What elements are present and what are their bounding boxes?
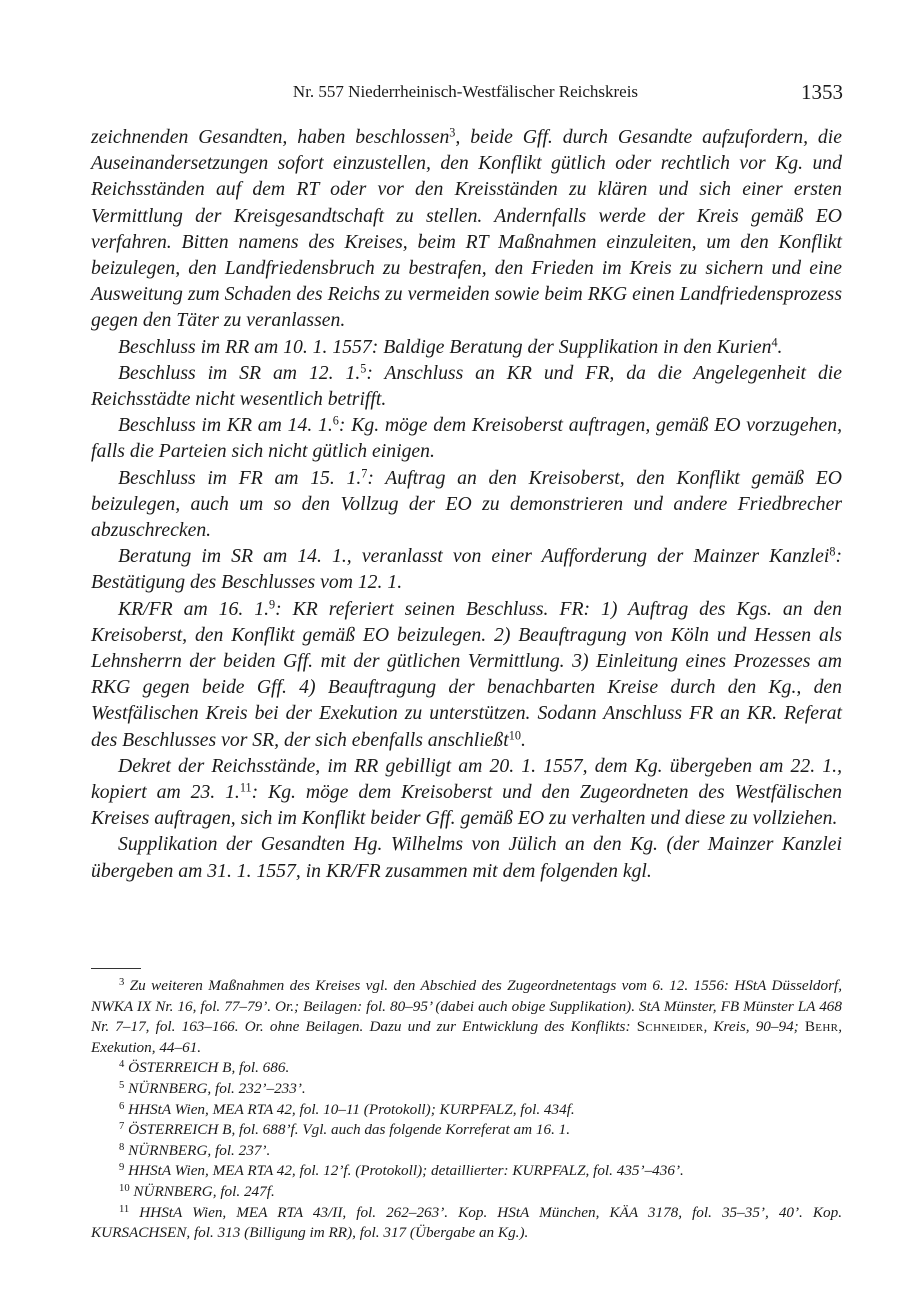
text: : Kg. möge dem Kreisoberst und den Zugeordneten des Westfälischen Kreises auftragen, sich im Konflikt beider Gff. gemäß EO zu verhalten und diese zu vollziehen. <box>91 781 842 830</box>
footnote-text: ÖSTERREICH B, fol. 688’f. Vgl. auch das folgende Korreferat am 16. 1. <box>128 1121 571 1139</box>
text: : Anschluss an KR und FR, da die Angelegenheit die Reichsstädte nicht wesentlich betrifft. <box>91 361 842 411</box>
running-head <box>88 80 843 106</box>
main-text <box>91 124 842 884</box>
text: , beide Gff. durch Gesandte aufzufordern, die Auseinandersetzungen sofort einzustellen, den Konflikt gütlich oder rechtlich vor Kg. und Reichsständen auf dem RT oder vor den Kreisständen zu klären und sich einer ersten Vermittlung der Kreisgesandtschaft zu stellen. Andernfalls werde der Kreis gemäß EO verfahren. Bitten namens des Kreises, beim RT Maßnahmen einzuleiten, um den Konflikt beizulegen, den Landfriedensbruch zu bestrafen, den Frieden im Kreis zu sichern und eine Ausweitung zum Schaden des Reichs zu vermeiden sowie beim RKG einen Landfriedensprozess gegen den Täter zu veranlassen. <box>91 126 842 332</box>
footnote-number: 3 <box>119 977 125 989</box>
footnote-number: 11 <box>119 1203 130 1215</box>
footnote <box>91 1079 842 1100</box>
paragraph <box>91 753 842 832</box>
footnote-text: NÜRNBERG, fol. 247f. <box>133 1182 275 1200</box>
footnote-ref[interactable]: 5 <box>360 361 367 376</box>
text: : Auftrag an den Kreisoberst, den Konflikt gemäß EO beizulegen, auch um so den Vollzug der EO zu demonstrieren und andere Friedbrecher abzuschrecken. <box>91 466 843 542</box>
footnote-ref[interactable]: 11 <box>239 780 252 795</box>
footnote <box>91 1182 842 1203</box>
text: : KR referiert seinen Beschluss. FR: 1) Auftrag des Kgs. an den Kreisoberst, den Konflikt gemäß EO beizulegen. 2) Beauftragung von Köln und Hessen als Lehnsherrn der beiden Gff. mit der gütlichen Vermittlung. 3) Einleitung eines Prozesses am RKG gegen beide Gff. 4) Beauftragung der benachbarten Kreise durch den Kg., den Westfälischen Kreis bei der Exekution zu unterstützen. Sodann Anschluss FR an KR. Referat des Beschlusses vor SR, der sich ebenfalls anschließt <box>91 597 842 751</box>
footnote-text: NÜRNBERG, fol. 232’–233’. <box>128 1079 306 1097</box>
footnote <box>91 1141 842 1162</box>
footnote-number: 10 <box>119 1183 130 1195</box>
footnote-ref[interactable]: 6 <box>332 413 339 428</box>
paragraph <box>91 124 842 334</box>
footnote-number: 7 <box>119 1121 125 1133</box>
footnote <box>91 1161 842 1182</box>
paragraph <box>91 360 842 412</box>
footnote-ref[interactable]: 8 <box>829 544 836 559</box>
footnote-ref[interactable]: 7 <box>361 465 368 480</box>
paragraph <box>91 465 842 544</box>
text: Beratung im SR am 14. 1., veranlasst von einer Aufforderung der Mainzer Kanzlei <box>118 545 830 568</box>
footnote-ref[interactable]: 3 <box>449 125 456 140</box>
text: . <box>777 335 783 358</box>
footnote <box>91 1058 842 1079</box>
footnote-number: 6 <box>119 1100 125 1112</box>
text: Beschluss im RR am 10. 1. 1557: Baldige Beratung der Supplikation in den Kurien <box>118 335 772 358</box>
footnote-divider <box>91 968 141 969</box>
text: : Kg. möge dem Kreisoberst auftragen, gemäß EO vorzugehen, falls die Parteien sich nicht gütlich einigen. <box>91 414 842 463</box>
footnote-text: , Kreis, 90–94; <box>703 1018 805 1036</box>
footnote <box>91 1203 842 1244</box>
text: Supplikation der Gesandten Hg. Wilhelms von Jülich an den Kg. (der Mainzer Kanzlei übergeben am 31. 1. 1557, in KR/FR zusammen mit dem folgenden kgl. <box>91 833 842 882</box>
footnote-number: 9 <box>119 1162 125 1174</box>
text: . <box>520 728 526 751</box>
footnote-text: , Exekution, 44–61. <box>91 1018 843 1056</box>
footnote-text: NÜRNBERG, fol. 237’. <box>128 1141 271 1159</box>
footnote <box>91 1120 842 1141</box>
paragraph <box>91 543 842 595</box>
footnote-number: 8 <box>119 1141 125 1153</box>
footnote-ref[interactable]: 10 <box>508 727 521 742</box>
text: : Bestätigung des Beschlusses vom 12. 1. <box>91 545 842 594</box>
footnote-text: ÖSTERREICH B, fol. 686. <box>128 1059 290 1077</box>
footnote <box>91 976 842 1058</box>
text: Beschluss im FR am 15. 1. <box>118 466 362 489</box>
text: zeichnenden Gesandten, haben beschlossen <box>91 126 450 148</box>
author-name: Behr <box>804 1018 839 1036</box>
text: KR/FR am 16. 1. <box>118 597 270 620</box>
text: Beschluss im KR am 14. 1. <box>118 414 333 437</box>
footnote-text: HHStA Wien, MEA RTA 42, fol. 12’f. (Protokoll); detaillierter: KURPFALZ, fol. 435’–436’. <box>128 1162 684 1180</box>
text: Dekret der Reichsstände, im RR gebilligt am 20. 1. 1557, dem Kg. übergeben am 22. 1., kopiert am 23. 1. <box>91 754 842 804</box>
footnote-text: HHStA Wien, MEA RTA 43/II, fol. 262–263’. Kop. HStA München, KÄA 3178, fol. 35–35’, 40’. Kop. KURSACHSEN, fol. 313 (Billigung im RR), fol. 317 (Übergabe an Kg.). <box>91 1203 843 1242</box>
paragraph <box>91 334 842 360</box>
footnote-text: Zu weiteren Maßnahmen des Kreises vgl. den Abschied des Zugeordnetentags vom 6. 12. 1556: HStA Düsseldorf, NWKA IX Nr. 16, fol. 77–79’. Or.; Beilagen: fol. 80–95’ (dabei auch obige Supplikation). StA Münster, FB Münster LA 468 Nr. 7–17, fol. 163–166. Or. ohne Beilagen. Dazu und zur Entwicklung des Konflikts: <box>91 977 843 1036</box>
paragraph <box>91 831 842 883</box>
author-name: Schneider <box>636 1018 704 1036</box>
page-number: 1353 <box>801 80 843 104</box>
footnote-ref[interactable]: 4 <box>771 334 778 349</box>
footnotes <box>91 976 842 1244</box>
footnote-number: 5 <box>119 1080 125 1092</box>
footnote <box>91 1100 842 1121</box>
footnote-text: HHStA Wien, MEA RTA 42, fol. 10–11 (Protokoll); KURPFALZ, fol. 434f. <box>128 1100 575 1118</box>
paragraph <box>91 596 842 753</box>
footnote-ref[interactable]: 9 <box>269 596 276 611</box>
running-head-title: Nr. 557 Niederrheinisch-Westfälischer Reichskreis <box>292 82 639 101</box>
paragraph <box>91 412 842 464</box>
footnote-number: 4 <box>119 1059 125 1071</box>
text: Beschluss im SR am 12. 1. <box>118 361 361 384</box>
